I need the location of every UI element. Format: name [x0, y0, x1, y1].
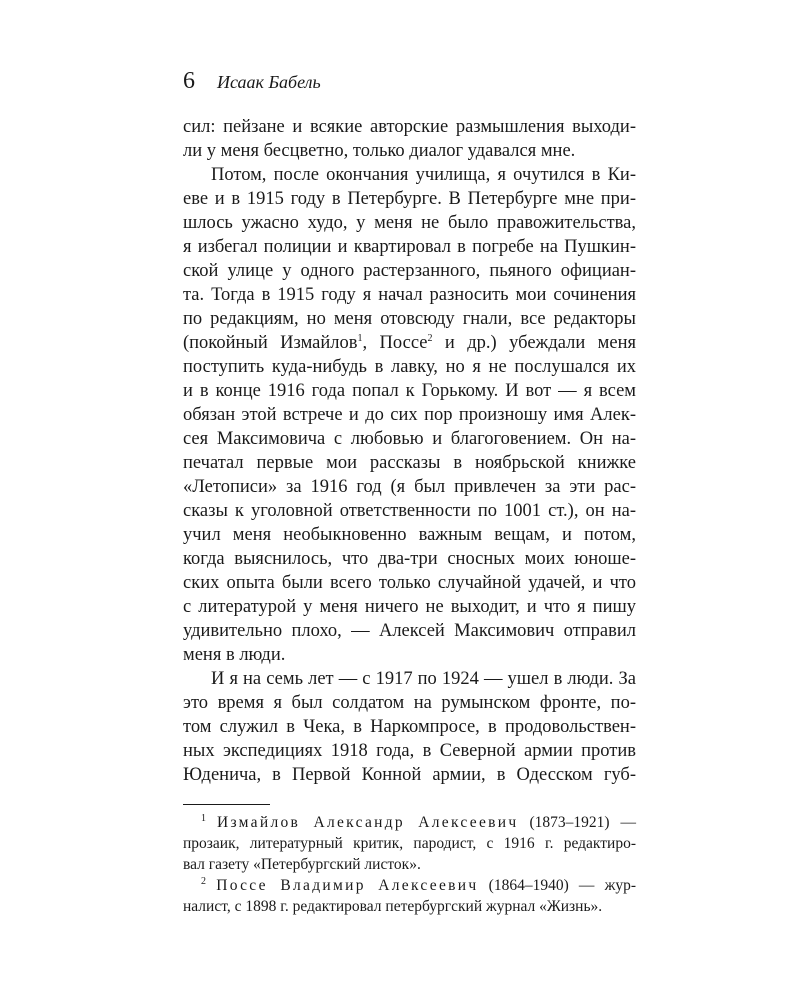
text-line: сказы к уголовной ответственности по 1001 ст.), он на- [183, 501, 636, 521]
text-line: «Летописи» за 1916 год (я был привлечен за эти рас- [183, 477, 636, 497]
footnote-2-line: налист, с 1898 г. редактировал петербургский журнал «Жизнь». [183, 898, 603, 915]
footnote-1-line: прозаик, литературный критик, пародист, с 1916 г. редактиро- [183, 835, 636, 852]
text-line: том служил в Чека, в Наркомпросе, в продовольствен- [183, 717, 636, 737]
main-text [183, 115, 636, 787]
text-segment: , Поссе [362, 333, 428, 353]
text-line: еве и в 1915 году в Петербурге. В Петербурге мне при- [183, 189, 636, 209]
footnote-1-mark: 1 [201, 812, 206, 824]
text-line: и в конце 1916 года попал к Горькому. И вот — я всем [183, 381, 636, 401]
text-line: обязан этой встрече и до сих пор произношу имя Алек- [183, 405, 636, 425]
footnote-separator [183, 804, 270, 805]
text-line: шлось ужасно худо, у меня не было правожительства, [183, 213, 636, 233]
text-line: по редакциям, но меня отовсюду гнали, все редакторы [183, 309, 636, 329]
text-line-with-footnote-refs [183, 331, 636, 355]
footnote-ref-1[interactable]: 1 [357, 332, 363, 344]
text-line: сил: пейзане и всякие авторские размышления выходи- [183, 117, 636, 137]
text-line: когда выяснилось, что два-три сносных моих юноше- [183, 549, 636, 569]
footnote-1-line: вал газету «Петербургский листок». [183, 856, 421, 873]
footnote-1-name: Измайлов Александр Алексеевич [216, 814, 519, 831]
text-line: ской улице у одного растерзанного, пьяного официан- [183, 261, 636, 281]
text-line: поступить куда-нибудь в лавку, но я не послушался их [183, 357, 636, 377]
paragraph-start-line: Потом, после окончания училища, я очутился в Ки- [211, 165, 636, 185]
footnote-1-text: (1873–1921) — [518, 814, 636, 831]
text-line: удивительно плохо, — Алексей Максимович отправил [183, 621, 636, 641]
text-segment: и др.) убеждали меня [432, 333, 637, 353]
footnotes [183, 812, 636, 917]
paragraph-start-line: И я на семь лет — с 1917 по 1924 — ушел в люди. За [211, 669, 636, 689]
footnote-ref-2[interactable]: 2 [427, 332, 433, 344]
text-line: с литературой у меня ничего не выходит, и что я пишу [183, 597, 636, 617]
footnote-1 [183, 812, 636, 833]
text-line: меня в люди. [183, 645, 286, 665]
text-line: ских опыта были всего только случайной удачей, и что [183, 573, 636, 593]
text-line: печатал первые мои рассказы в ноябрьской книжке [183, 453, 636, 473]
running-head-author: Исаак Бабель [217, 72, 321, 92]
text-segment: (покойный Измайлов [183, 333, 358, 353]
footnote-2-mark: 2 [201, 875, 206, 887]
text-line: ных экспедициях 1918 года, в Северной армии против [183, 741, 636, 761]
running-header [183, 66, 643, 96]
text-line: та. Тогда в 1915 году я начал разносить мои сочинения [183, 285, 636, 305]
text-line: я избегал полиции и квартировал в погребе на Пушкин- [183, 237, 636, 257]
footnote-2-name: Поссе Владимир Алексеевич [216, 877, 479, 894]
footnote-2 [183, 875, 636, 896]
page-number: 6 [183, 68, 195, 94]
text-line: учил меня необыкновенно важным вещам, и потом, [183, 525, 636, 545]
text-line: ли у меня бесцветно, только диалог удавался мне. [183, 141, 576, 161]
text-line: сея Максимовича с любовью и благоговением. Он на- [183, 429, 636, 449]
text-line: это время я был солдатом на румынском фронте, по- [183, 693, 636, 713]
footnote-2-text: (1864–1940) — жур- [478, 877, 636, 894]
text-line: Юденича, в Первой Конной армии, в Одесском губ- [183, 765, 636, 785]
